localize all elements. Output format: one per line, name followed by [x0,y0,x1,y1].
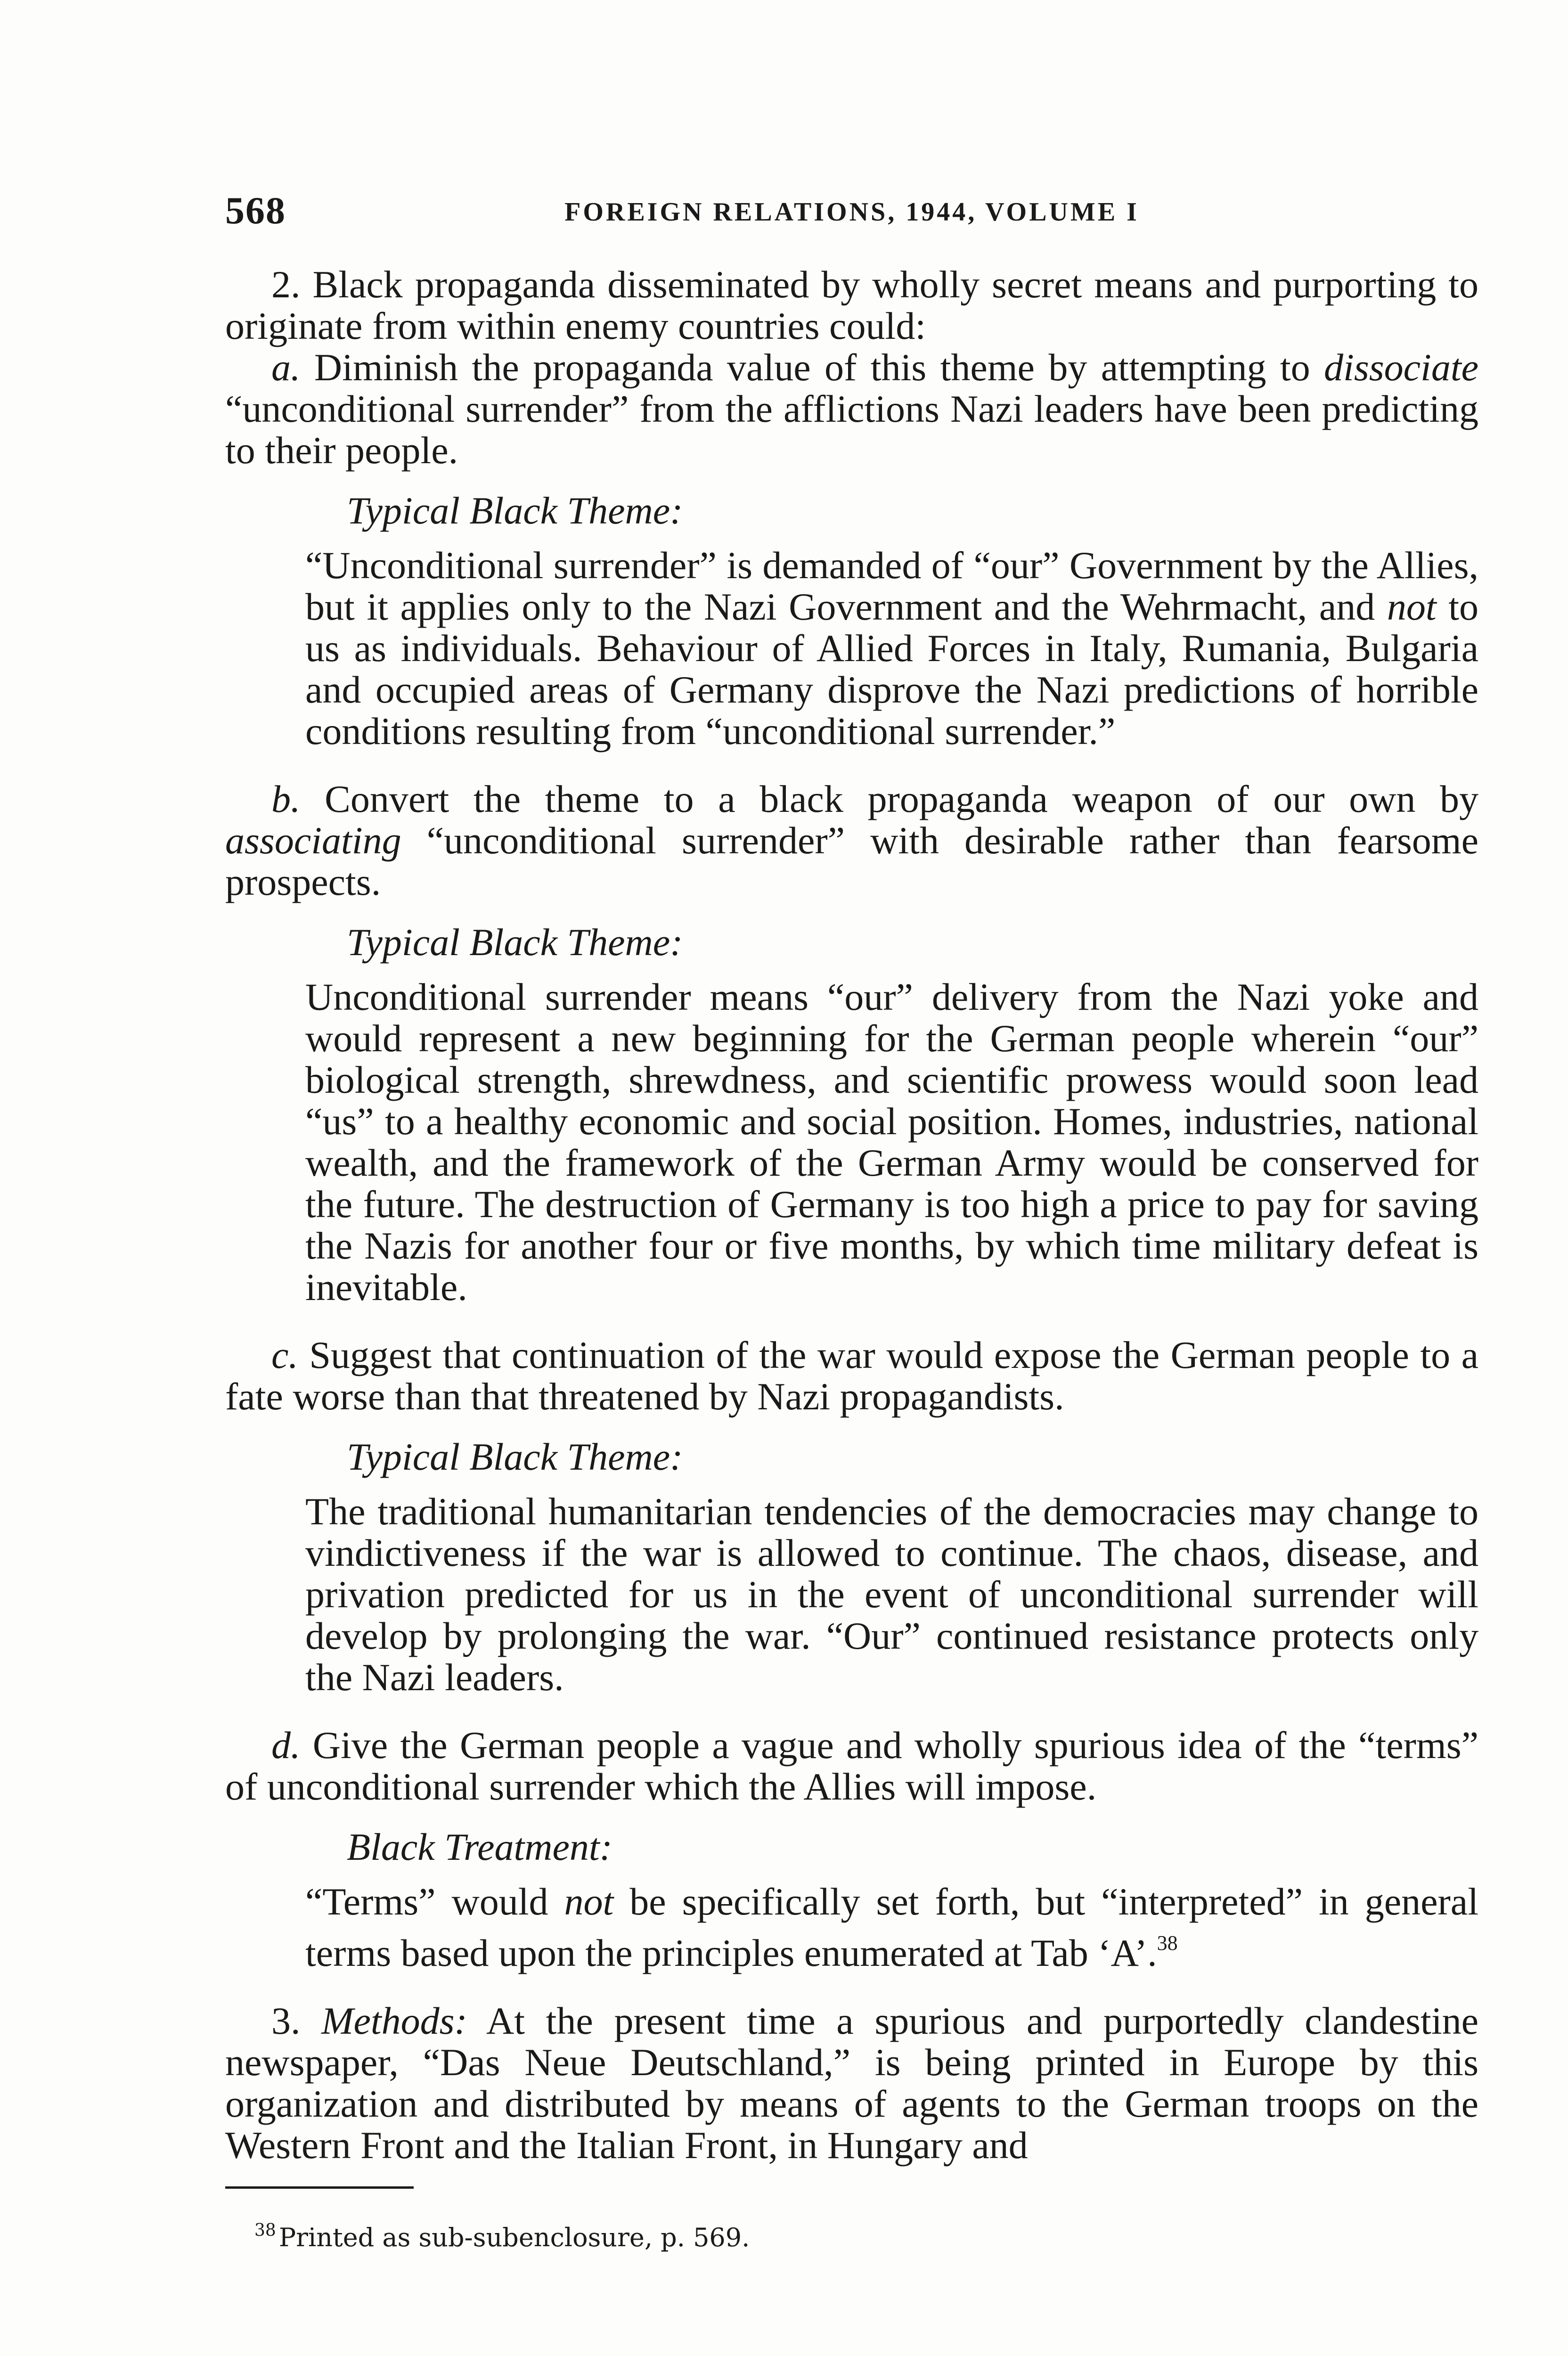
footnote [254,2215,750,2254]
paragraph-c-text: Suggest that continuation of the war would expose the German people to a fate worse than that threatened by Nazi propagandists. [225,1333,1478,1418]
footnote-reference[interactable]: 38 [1157,1931,1178,1955]
theme-quote-a [305,545,1478,752]
paragraph-b [225,778,1478,903]
quote-a-text-2: to us as individuals. Behaviour of Allied Forces in Italy, Rumania, Bulgaria and occupied areas of Germany disprove the Nazi predictions of horrible conditions resulting from “unconditional surrender.” [305,585,1478,753]
theme-heading-c: Typical Black Theme: [347,1435,683,1478]
paragraph-a-text-1: Diminish the propaganda value of this theme by attempting to [300,346,1324,389]
paragraph-3-text: At the present time a spurious and purportedly clandestine newspaper, “Das Neue Deutschland,” is being printed in Europe by this organization and distributed by means of agents to the German troops on the Western Front and the Italian Front, in Hungary and [225,1999,1478,2167]
item-label-c: c. [271,1333,298,1376]
theme-heading-a: Typical Black Theme: [347,489,683,532]
methods-label: Methods: [321,1999,467,2042]
page-body [225,264,1478,2166]
paragraph-d [225,1725,1478,1808]
paragraph-3 [225,2000,1478,2166]
paragraph-c [225,1334,1478,1417]
quote-d-text-1: “Terms” would [305,1880,564,1923]
paragraph-d-text: Give the German people a vague and wholly spurious idea of the “terms” of unconditional surrender which the Allies will impose. [225,1724,1478,1808]
paragraph-b-text-1: Convert the theme to a black propaganda weapon of our own by [300,777,1478,820]
quote-d-text-2: be specifically set forth, but “interpreted” in general terms based upon the principles enumerated at Tab ‘A’. [305,1880,1478,1974]
treatment-quote-d [305,1881,1478,1974]
footnote-rule [225,2186,414,2189]
emphasis-dissociate: dissociate [1324,346,1478,389]
paragraph-a-text-2: “unconditional surrender” from the afflictions Nazi leaders have been predicting to their people. [225,387,1478,472]
quote-a-text-1: “Unconditional surrender” is demanded of “our” Government by the Allies, but it applies only to the Nazi Government and the Wehrmacht, and [305,544,1478,628]
paragraph-b-text-2: “unconditional surrender” with desirable rather than fearsome prospects. [225,819,1478,903]
item-label-b: b. [271,777,301,820]
paragraph-a [225,347,1478,471]
item-label-a: a. [271,346,301,389]
page-number: 568 [225,189,286,232]
emphasis-associating: associating [225,819,401,862]
theme-quote-c: The traditional humanitarian tendencies of the democracies may change to vindictiveness if the war is allowed to continue. The chaos, disease, and privation predicted for us in the event of unconditional surrender will develop by prolonging the war. “Our” continued resistance protects only the Nazi leaders. [305,1490,1478,1699]
running-title: FOREIGN RELATIONS, 1944, VOLUME I [564,197,1139,227]
item-label-d: d. [271,1724,301,1767]
theme-quote-b: Unconditional surrender means “our” delivery from the Nazi yoke and would represent a new beginning for the German people wherein “our” biological strength, shrewdness, and scientific prowess would soon lead “us” to a healthy economic and social position. Homes, industries, national wealth, and the framework of the German Army would be conserved for the future. The destruction of Germany is too high a price to pay for saving the Nazis for another four or five months, by which time military defeat is inevitable. [305,975,1478,1309]
theme-heading-b: Typical Black Theme: [347,921,683,964]
footnote-marker: 38 [254,2221,276,2240]
emphasis-not: not [1387,585,1437,628]
footnote-text: Printed as sub-subenclosure, p. 569. [278,2223,750,2252]
treatment-heading-d: Black Treatment: [347,1825,612,1868]
emphasis-not-2: not [564,1880,614,1923]
paragraph-2: 2. Black propaganda disseminated by wholly secret means and purporting to originate from within enemy countries could: [225,263,1478,347]
paragraph-3-number: 3. [271,1999,322,2042]
page-header [225,188,1478,240]
